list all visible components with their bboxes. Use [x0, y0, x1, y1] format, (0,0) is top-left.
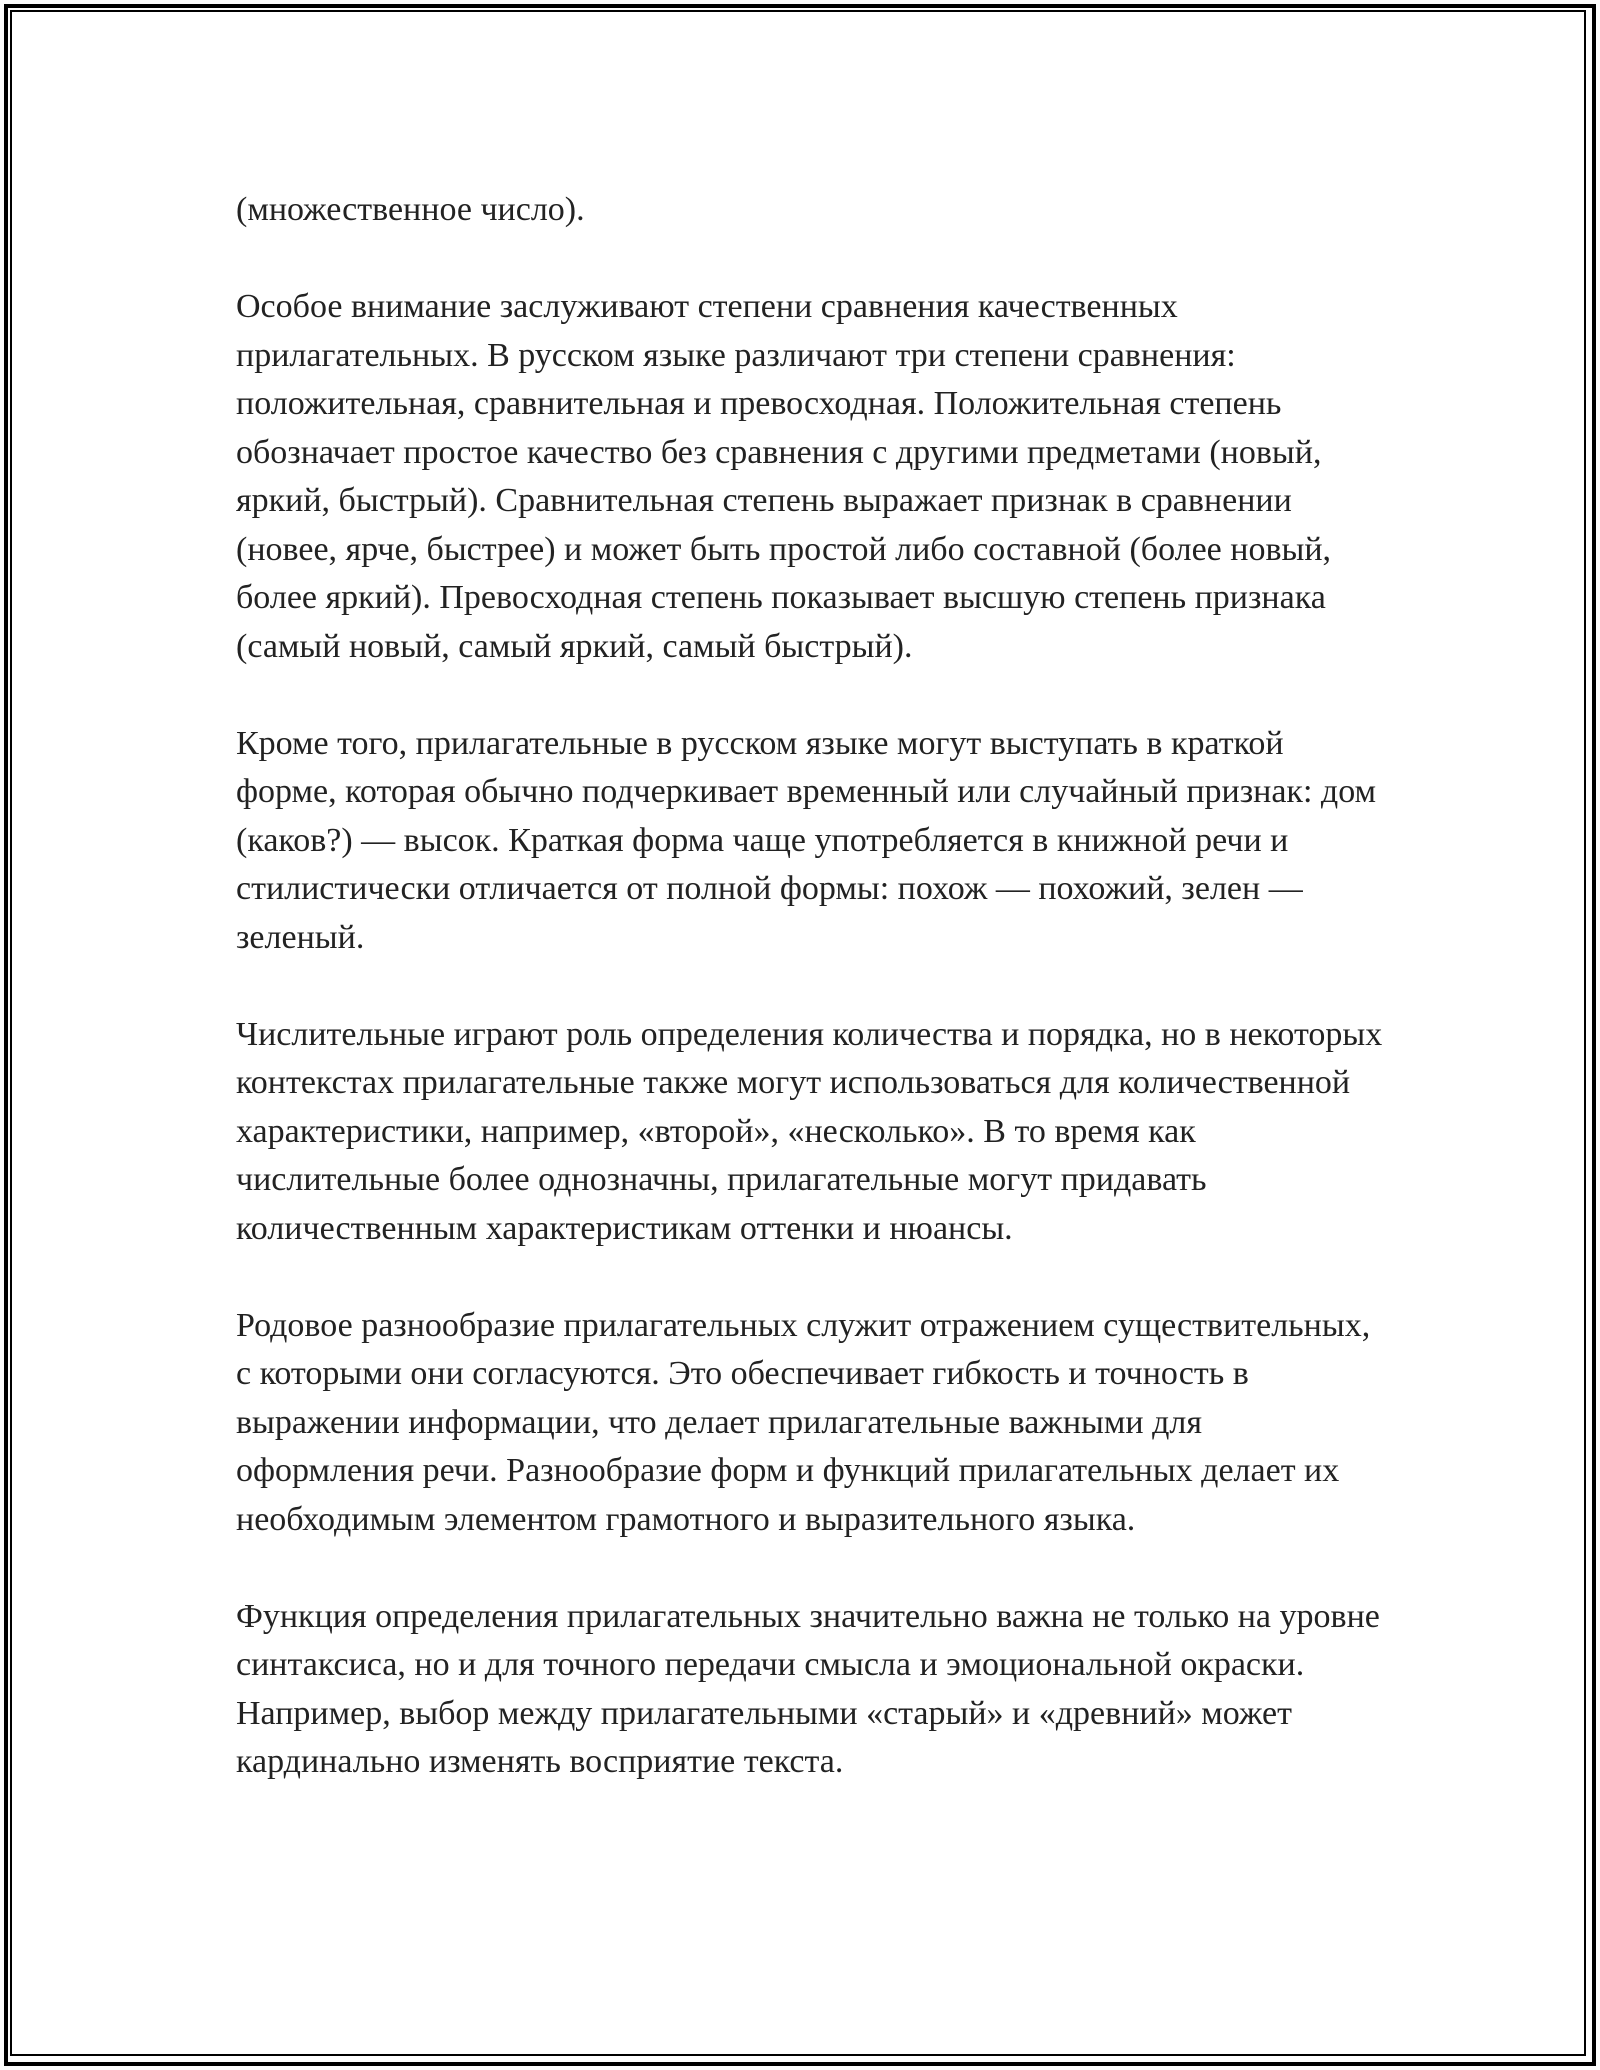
paragraph-short-form: Кроме того, прилагательные в русском языке могут выступать в краткой форме, которая обычно подчеркивает временный или случайный признак: дом (каков?) — высок. Краткая форма чаще употребляется в книжной речи и стилистически отличается от полной формы: похож — похожий, зелен — зеленый. — [236, 724, 1377, 956]
paragraph-continuation: (множественное число). — [236, 191, 585, 228]
paragraph-numerals: Числительные играют роль определения количества и порядка, но в некоторых контекстах прилагательные также могут использоваться для количественной характеристики, например, «второй», «несколько». В то время как числительные более однозначны, прилагательные могут придавать количественным характеристикам оттенки и нюансы. — [236, 1015, 1383, 1247]
paragraph-comparison-degrees: Особое внимание заслуживают степени сравнения качественных прилагательных. В русском языке различают три степени сравнения: положительная, сравнительная и превосходная. Положительная степень обозначает простое качество без сравнения с другими предметами (новый, яркий, быстрый). Сравнительная степень выражает признак в сравнении (новее, ярче, быстрее) и может быть простой либо составной (более новый, более яркий). Превосходная степень показывает высшую степень признака (самый новый, самый яркий, самый быстрый). — [236, 288, 1332, 665]
document-body — [236, 186, 1386, 1787]
paragraph-gender-variety: Родовое разнообразие прилагательных служит отражением существительных, с которыми они согласуются. Это обеспечивает гибкость и точность в выражении информации, что делает прилагательные важными для оформления речи. Разнообразие форм и функций прилагательных делает их необходимым элементом грамотного и выразительного языка. — [236, 1306, 1371, 1538]
paragraph-definition-function: Функция определения прилагательных значительно важна не только на уровне синтаксиса, но и для точного передачи смысла и эмоциональной окраски. Например, выбор между прилагательными «старый» и «древний» может кардинально изменять восприятие текста. — [236, 1597, 1380, 1780]
